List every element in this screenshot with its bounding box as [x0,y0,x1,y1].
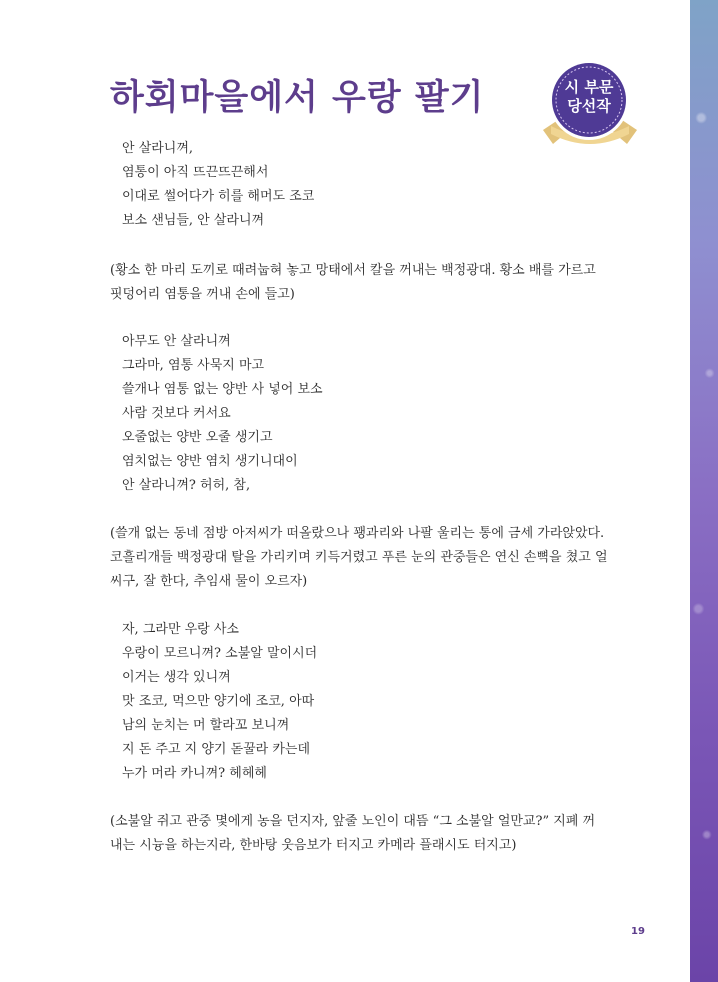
prose-line: (황소 한 마리 도끼로 때려눕혀 놓고 망태에서 칼을 꺼내는 백정광대. 황소 배를 가르고 [110,263,596,278]
verse-line: 쓸개나 염통 없는 양반 사 넣어 보소 [122,382,323,397]
verse-line: 안 살라니껴, [122,141,194,156]
verse-line: 지 돈 주고 지 양기 돋꿀라 카는데 [122,742,311,757]
verse-line: 누가 머라 카니껴? 헤헤헤 [122,766,267,781]
verse-line: 그라마, 염통 사묵지 마고 [122,358,265,373]
verse-line: 이대로 썰어다가 히를 해머도 조코 [122,189,315,204]
award-badge [535,60,645,152]
badge-line-1: 시 부문 [564,78,614,96]
verse-line: 안 살라니껴? 허허, 참, [122,478,251,493]
badge-line-2: 당선작 [567,97,611,115]
verse-line: 자, 그라만 우랑 사소 [122,622,239,637]
prose-line: (쓸개 없는 동네 점방 아저씨가 떠올랐으나 꽹과리와 나팔 울리는 통에 금세 가라앉았다. [110,526,605,541]
prose-line: 내는 시늉을 하는지라, 한바탕 웃음보가 터지고 카메라 플래시도 터지고) [110,838,517,853]
decorative-side-strip [690,0,718,982]
prose-line: (소불알 쥐고 관중 몇에게 농을 던지자, 앞줄 노인이 대뜸 “그 소불알 얼만교?” 지폐 꺼 [110,814,596,829]
verse-line: 보소 샌님들, 안 살라니껴 [122,213,265,228]
verse-line: 염통이 아직 뜨끈뜨끈해서 [122,165,269,180]
verse-line: 오줄없는 양반 오줄 생기고 [122,430,273,445]
prose-line: 코흘리개들 백정광대 탈을 가리키며 키득거렸고 푸른 눈의 관중들은 연신 손뼉을 쳤고 얼 [110,550,608,565]
verse-line: 아무도 안 살라니껴 [122,334,231,349]
verse-line: 맛 조코, 먹으만 양기에 조코, 아따 [122,694,315,709]
page-number: 19 [631,926,645,937]
verse-line: 염치없는 양반 염치 생기니대이 [122,454,298,469]
verse-line: 사람 것보다 커서요 [122,406,231,421]
page-title: 하회마을에서 우랑 팔기 [110,78,485,118]
prose-line: 씨구, 잘 한다, 추임새 물이 오르자) [110,574,308,589]
verse-line: 이거는 생각 있니껴 [122,670,231,685]
verse-line: 남의 눈치는 머 할라꼬 보니껴 [122,718,290,733]
prose-line: 핏덩어리 염통을 꺼내 손에 들고) [110,287,295,302]
verse-line: 우랑이 모르니껴? 소불알 말이시더 [122,646,318,661]
